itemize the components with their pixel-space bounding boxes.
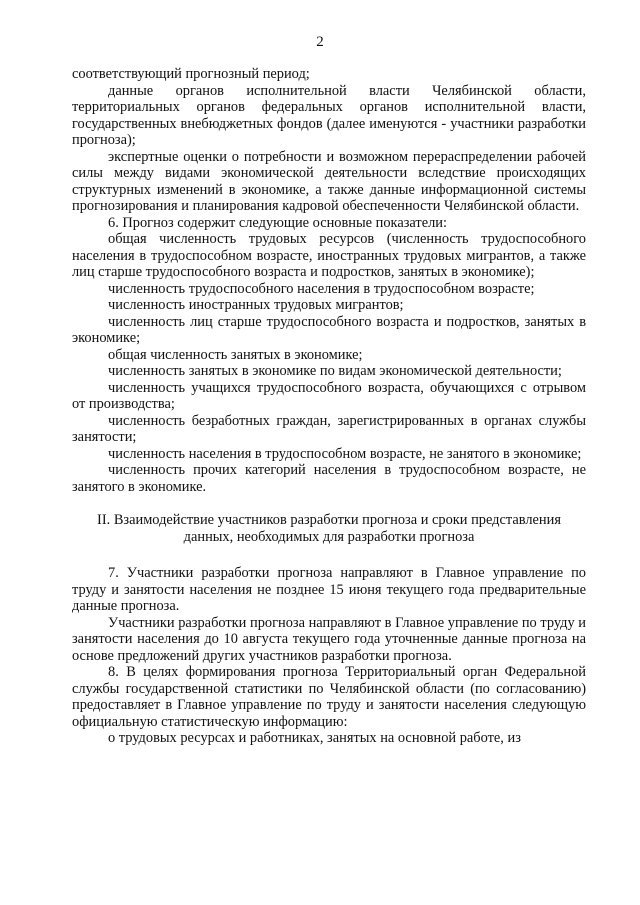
paragraph: Участники разработки прогноза направляют в Главное управление по труду и занятости населения до 10 августа текущего года уточненные данные прогноза на основе предложений других участников разработки прогноза. [72, 614, 586, 664]
paragraph: 8. В целях формирования прогноза Территориальный орган Федеральной службы государственной статистики по Челябинской области (по согласованию) предоставляет в Главное управление по труду и занятости населения следующую официальную статистическую информацию: [72, 664, 586, 730]
section-heading: II. Взаимодействие участников разработки прогноза и сроки представления данных, необходимых для разработки прогноза [97, 512, 561, 545]
paragraph: 7. Участники разработки прогноза направляют в Главное управление по труду и занятости населения не позднее 15 июня текущего года предварительные данные прогноза. [72, 565, 586, 614]
paragraph: численность занятых в экономике по видам экономической деятельности; [108, 363, 562, 379]
paragraph: общая численность занятых в экономике; [108, 346, 363, 363]
paragraph: численность иностранных трудовых мигрантов; [108, 297, 404, 313]
paragraph: численность прочих категорий населения в трудоспособном возрасте, не занятого в экономике. [72, 462, 586, 495]
paragraph: численность безработных граждан, зарегистрированных в органах службы занятости; [72, 412, 586, 445]
paragraph: соответствующий прогнозный период; [72, 66, 310, 82]
paragraph: экспертные оценки о потребности и возможном перераспределении рабочей силы между видами экономической деятельности вследствие происходящих структурных изменений в экономике, а также данные информационной системы прогнозирования и планирования кадровой обеспеченности Челябинской области. [72, 148, 586, 214]
paragraph: о трудовых ресурсах и работниках, занятых на основной работе, из [108, 730, 521, 746]
paragraph: данные органов исполнительной власти Челябинской области, территориальных органов федеральных органов исполнительной власти, государственных внебюджетных фондов (далее именуются - участники разработки прогноза); [72, 82, 586, 148]
paragraph: численность трудоспособного населения в трудоспособном возрасте; [108, 280, 535, 297]
paragraph: численность учащихся трудоспособного возраста, обучающихся с отрывом от производства; [72, 379, 586, 412]
paragraph: численность лиц старше трудоспособного возраста и подростков, занятых в экономике; [72, 313, 586, 346]
paragraph: численность населения в трудоспособном возрасте, не занятого в экономике; [108, 445, 582, 462]
paragraph: 6. Прогноз содержит следующие основные показатели: [108, 214, 447, 231]
paragraph: общая численность трудовых ресурсов (численность трудоспособного населения в трудоспособном возрасте, иностранных трудовых мигрантов, а также лиц старше трудоспособного возраста и подростков, занятых в экономике); [72, 231, 586, 280]
document-body [72, 66, 586, 747]
page-number: 2 [316, 34, 324, 50]
